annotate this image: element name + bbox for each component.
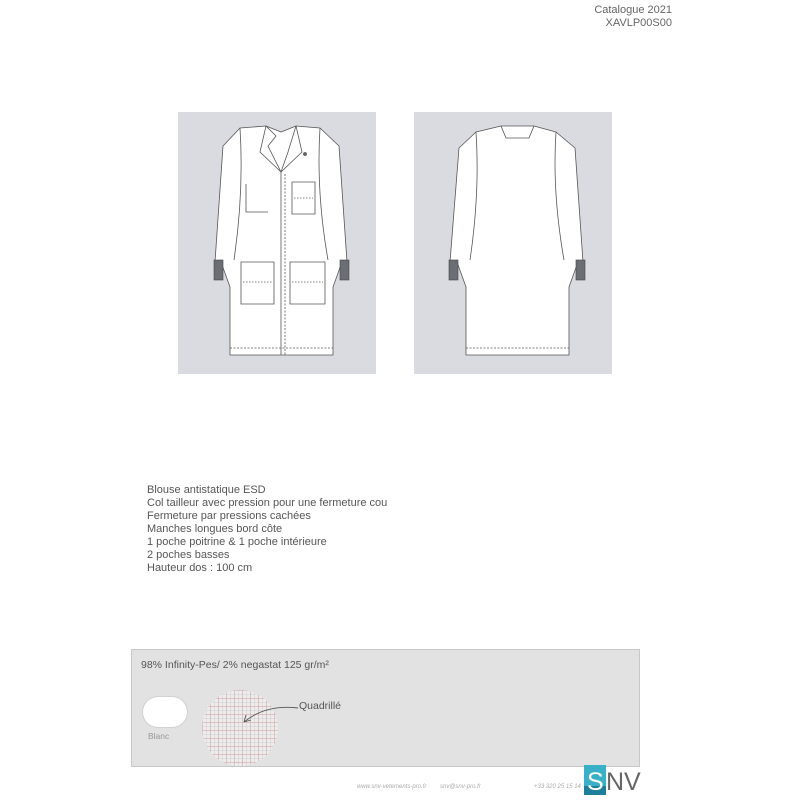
description-line: Manches longues bord côte <box>147 523 283 535</box>
product-description <box>147 484 387 575</box>
description-line: Fermeture par pressions cachées <box>147 510 311 522</box>
fabric-pattern-label: Quadrillé <box>299 700 342 712</box>
description-line: Blouse antistatique ESD <box>147 484 266 496</box>
description-line: 2 poches basses <box>147 549 230 561</box>
pointer-arrow-icon <box>236 700 302 726</box>
product-reference: XAVLP00S00 <box>605 17 672 29</box>
lab-coat-front-drawing <box>178 112 376 374</box>
front-view-panel <box>178 112 376 374</box>
footer-email[interactable]: snv@snv-pro.fr <box>440 784 481 790</box>
lab-coat-back-drawing <box>414 112 612 374</box>
fabric-composition: 98% Infinity-Pes/ 2% negastat 125 gr/m² <box>141 659 329 671</box>
footer-website[interactable]: www.snv-vetements-pro.fr <box>357 784 427 790</box>
catalogue-header <box>594 4 672 30</box>
svg-text:S: S <box>587 768 604 796</box>
color-swatch-label: Blanc <box>148 731 170 741</box>
description-line: 1 poche poitrine & 1 poche intérieure <box>147 536 327 548</box>
description-line: Col tailleur avec pression pour une fermeture cou <box>147 497 388 509</box>
description-line: Hauteur dos : 100 cm <box>147 562 253 574</box>
back-view-panel <box>414 112 612 374</box>
color-swatch-blanc[interactable] <box>143 697 187 727</box>
svg-text:NV: NV <box>606 768 641 796</box>
snv-logo <box>584 765 666 802</box>
catalogue-year: Catalogue 2021 <box>594 4 672 16</box>
footer-phone: +33 320 25 15 14 <box>534 784 581 790</box>
